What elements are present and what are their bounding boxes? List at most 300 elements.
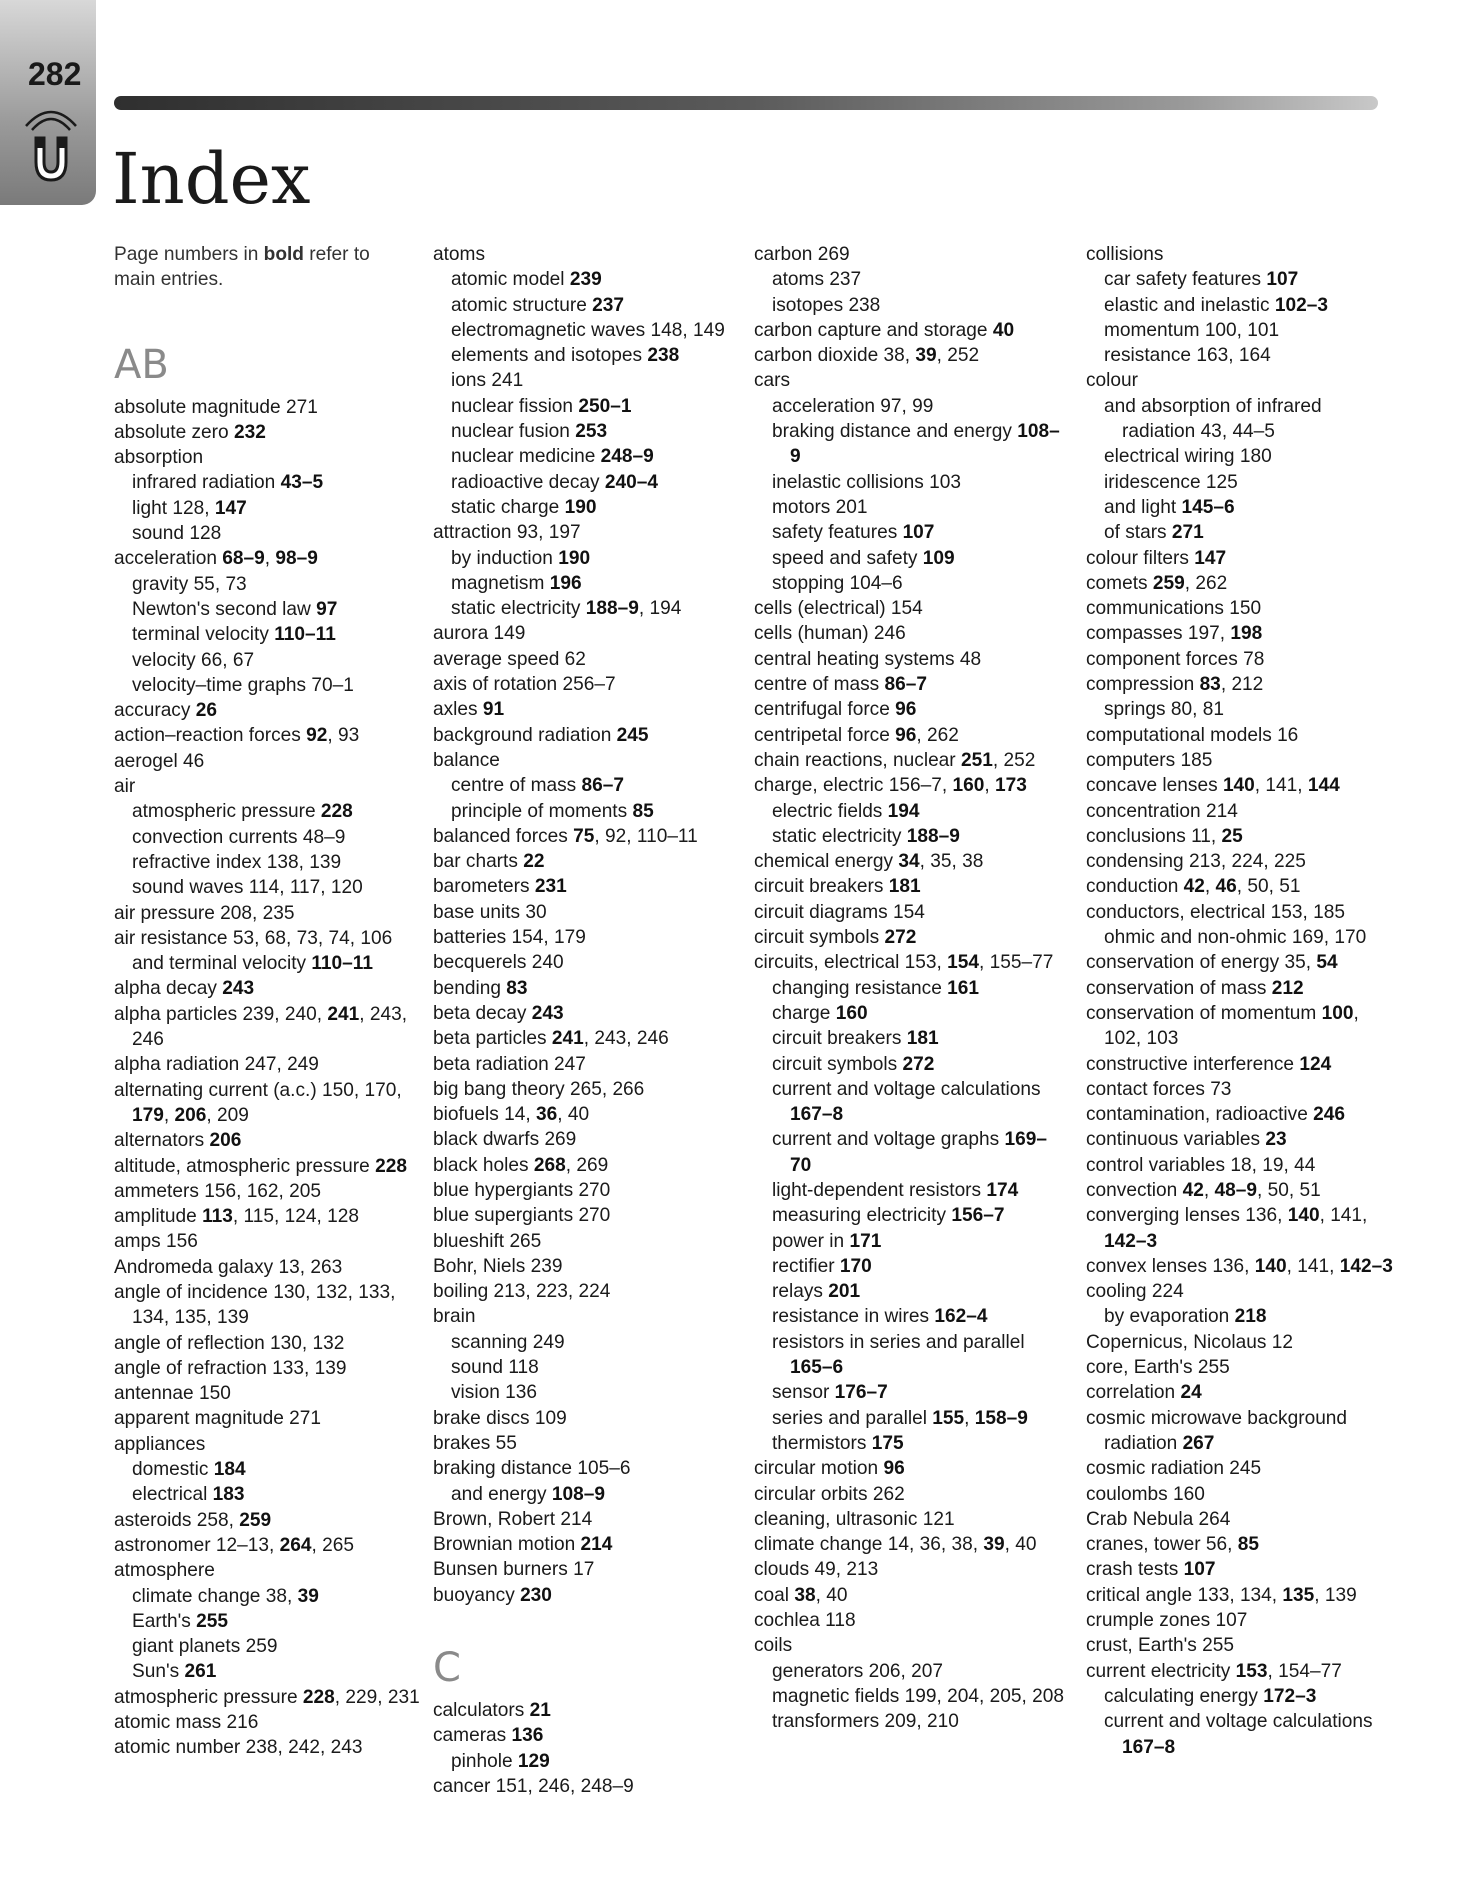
index-entry: [754, 1380, 1064, 1405]
entry-term: charge, electric: [754, 775, 884, 797]
entry-term: alpha particles: [114, 1003, 238, 1025]
page-ref-main: 238: [647, 345, 680, 367]
index-entry: astronomer 12–13, 264, 265: [114, 1534, 354, 1556]
entry-term: colour: [1086, 370, 1139, 392]
page-ref-main: 232: [233, 421, 266, 443]
entry-term: absolute zero: [114, 421, 229, 443]
page-ref: 40: [826, 1584, 848, 1606]
page-ref: 246: [132, 1029, 164, 1051]
page-ref: 216: [226, 1712, 259, 1734]
page-ref: 163: [1196, 345, 1229, 367]
index-entry: [114, 698, 424, 723]
index-entry: [433, 799, 743, 824]
index-entry: [754, 621, 1064, 646]
page-ref: 30: [525, 901, 547, 923]
index-entry: [1086, 976, 1396, 1001]
page-ref: 81: [1202, 699, 1224, 721]
page-ref-main: 154: [947, 952, 980, 974]
entry-term: relays: [772, 1281, 823, 1303]
page-ref: 141: [1297, 1255, 1330, 1277]
index-entry: [754, 368, 1064, 393]
index-entry: [433, 773, 743, 798]
entry-term: apparent magnitude: [114, 1408, 284, 1430]
page-ref-main: 98–9: [275, 548, 318, 570]
page-ref-main: 259: [1152, 572, 1185, 594]
entry-term: electrical wiring: [1104, 446, 1235, 468]
entry-term: brain: [433, 1306, 476, 1328]
page-ref: 224: [1151, 1281, 1184, 1303]
entry-term: axles: [433, 699, 478, 721]
page-ref: 14: [887, 1534, 909, 1556]
entry-term: isotopes: [772, 294, 844, 316]
entry-term: sound waves: [132, 877, 244, 899]
page-ref: 105–6: [577, 1458, 631, 1480]
page-ref-main: 253: [575, 421, 608, 443]
index-entry: action–reaction forces 92, 93: [114, 725, 360, 747]
entry-term: momentum: [1104, 319, 1200, 341]
page-ref: 118: [508, 1357, 539, 1379]
index-entry: [1086, 1557, 1396, 1582]
entry-term: and absorption of infrared radiation: [1104, 395, 1322, 443]
page-ref-main: 26: [195, 700, 217, 722]
magnet-icon: [20, 100, 82, 192]
index-entry: [433, 849, 743, 874]
index-entry: [754, 925, 1064, 950]
entry-term: batteries: [433, 927, 507, 949]
page-ref: 38: [883, 345, 905, 367]
index-entry: [433, 748, 743, 773]
entry-term: acceleration: [114, 548, 217, 570]
index-entry: [433, 1355, 743, 1380]
index-entry: asteroids 258, 259: [114, 1509, 272, 1531]
entry-term: cleaning, ultrasonic: [754, 1508, 918, 1530]
index-entry: [1086, 546, 1396, 571]
entry-term: blue hypergiants: [433, 1179, 574, 1201]
page-ref: 36: [919, 1534, 941, 1556]
index-entry: [754, 546, 1064, 571]
index-entry: angle of reflection 130, 132: [114, 1332, 345, 1354]
page-ref: 78: [1243, 648, 1265, 670]
index-entry: [114, 1154, 424, 1179]
entry-term: accuracy: [114, 700, 191, 722]
page-ref: 51: [1279, 876, 1301, 898]
index-entry: [114, 521, 424, 546]
page-ref-main: 68–9: [222, 548, 265, 570]
page-ref-main: 108–9: [551, 1483, 605, 1505]
index-entry: [754, 1608, 1064, 1633]
page-ref: 11: [1191, 825, 1211, 847]
page-ref: 259: [245, 1636, 278, 1658]
page-ref: 209: [216, 1104, 249, 1126]
entry-term: antennae: [114, 1383, 194, 1405]
index-column-1: [114, 242, 424, 1761]
entry-term: average speed: [433, 648, 560, 670]
page-ref-main: 245: [616, 724, 649, 746]
index-entry: [433, 621, 743, 646]
index-entry: compasses 197, 198: [1086, 623, 1263, 645]
page-ref: 154: [890, 598, 923, 620]
page-ref-main: 85: [1237, 1534, 1260, 1556]
page-ref: 133: [1197, 1584, 1230, 1606]
page-ref: 194: [649, 598, 682, 620]
entry-term: chemical energy: [754, 851, 894, 873]
entry-term: centre of mass: [754, 674, 880, 696]
index-entry: [433, 1507, 743, 1532]
entry-term: absorption: [114, 447, 204, 469]
page-ref-main: 167–8: [790, 1104, 844, 1126]
entry-term: calculators: [433, 1700, 525, 1722]
entry-term: concentration: [1086, 800, 1201, 822]
page-ref-main: 108–9: [790, 421, 1060, 468]
entry-term: electrical: [132, 1484, 208, 1506]
index-entry: big bang theory 265, 266: [433, 1078, 645, 1100]
note-text-after: refer to main entries.: [114, 244, 370, 291]
index-entry: [754, 1633, 1064, 1658]
index-entry: [754, 1077, 1064, 1128]
entry-term: climate change: [132, 1585, 261, 1607]
entry-term: colour filters: [1086, 547, 1189, 569]
entry-term: computational models: [1086, 724, 1272, 746]
index-entry: [433, 470, 743, 495]
page-ref: 16: [1277, 724, 1299, 746]
page-ref-main: 214: [580, 1534, 613, 1556]
page-ref: 124: [284, 1206, 317, 1228]
index-entry: [433, 343, 743, 368]
page-ref: 44–5: [1232, 421, 1275, 443]
entry-term: motors: [772, 496, 831, 518]
entry-term: coils: [754, 1635, 793, 1657]
page-number: 282: [28, 56, 82, 92]
entry-term: scanning: [451, 1331, 528, 1353]
page-ref: 46: [183, 750, 205, 772]
entry-term: central heating systems: [754, 648, 955, 670]
index-entry: transformers 209, 210: [772, 1711, 959, 1733]
index-entry: [433, 1380, 743, 1405]
page-ref: 35: [930, 851, 952, 873]
entry-term: braking distance and energy: [772, 421, 1012, 443]
section-heading-ab: AB: [114, 341, 169, 388]
index-entry: [433, 495, 743, 520]
index-entry: clouds 49, 213: [754, 1559, 879, 1581]
entry-term: cameras: [433, 1725, 507, 1747]
page-ref-main: 142–3: [1339, 1255, 1393, 1277]
page-ref: 92: [605, 825, 627, 847]
page-ref-main: 75: [573, 825, 595, 847]
page-ref: 270: [578, 1179, 611, 1201]
index-entry: [754, 874, 1064, 899]
page-ref-main: 241: [551, 1028, 584, 1050]
index-entry: control variables 18, 19, 44: [1086, 1154, 1316, 1176]
page-ref-main: 156–7: [951, 1205, 1005, 1227]
entry-term: elements and isotopes: [451, 345, 643, 367]
page-ref: 139: [216, 1307, 249, 1329]
page-ref: 128: [172, 497, 205, 519]
entry-term: crust, Earth's: [1086, 1635, 1197, 1657]
page-ref: 118: [825, 1610, 856, 1632]
page-ref-main: 184: [213, 1459, 246, 1481]
index-entry: [754, 267, 1064, 292]
entry-term: axis of rotation: [433, 674, 558, 696]
page-ref: 19: [1262, 1154, 1284, 1176]
entry-term: transformers: [772, 1711, 880, 1733]
index-entry: [114, 1659, 424, 1684]
page-ref: 150: [322, 1079, 354, 1101]
page-ref: 249: [287, 1054, 319, 1076]
page-ref: 114: [248, 877, 280, 899]
entry-term: conservation of energy: [1086, 952, 1280, 974]
page-ref: 199: [904, 1685, 937, 1707]
index-entry: [754, 495, 1064, 520]
page-ref-main: 190: [564, 496, 597, 518]
page-ref: 255: [1197, 1357, 1230, 1379]
index-entry: [754, 242, 1064, 267]
index-entry: [114, 1432, 424, 1457]
entry-term: background radiation: [433, 724, 612, 746]
page-ref: 134: [132, 1307, 164, 1329]
entry-term: atoms: [433, 244, 485, 265]
page-ref-main: 153: [1235, 1660, 1268, 1682]
index-entry: conservation of energy 35, 54: [1086, 952, 1338, 974]
page-ref-main: 144: [1307, 775, 1340, 797]
entry-term: magnetism: [451, 572, 545, 594]
entry-term: brakes: [433, 1432, 491, 1454]
entry-term: cells (electrical): [754, 598, 886, 620]
entry-term: and light: [1104, 496, 1177, 518]
entry-term: principle of moments: [451, 800, 628, 822]
index-entry: [1086, 267, 1396, 292]
index-entry: batteries 154, 179: [433, 927, 586, 949]
index-entry: velocity 66, 67: [132, 649, 255, 671]
entry-term: computers: [1086, 749, 1176, 771]
index-entry: [433, 874, 743, 899]
page-ref: 141: [1330, 1205, 1363, 1227]
entry-term: Newton's second law: [132, 598, 311, 620]
entry-term: alpha radiation: [114, 1054, 240, 1076]
entry-term: Andromeda galaxy: [114, 1256, 274, 1278]
entry-term: circuit breakers: [754, 876, 884, 898]
page-ref-main: 174: [986, 1179, 1019, 1201]
entry-term: Sun's: [132, 1661, 180, 1683]
entry-term: measuring electricity: [772, 1205, 947, 1227]
page-ref: 185: [1313, 901, 1346, 923]
page-ref: 128: [189, 523, 222, 545]
index-entry: [754, 1254, 1064, 1279]
page-ref: 73: [1210, 1078, 1232, 1100]
index-entry: [114, 1128, 424, 1153]
index-entry: [114, 597, 424, 622]
index-entry: conduction 42, 46, 50, 51: [1086, 876, 1301, 898]
index-entry: [1086, 470, 1396, 495]
page-ref: 269: [544, 1129, 577, 1151]
header-rule: [114, 96, 1378, 110]
entry-term: sensor: [772, 1382, 830, 1404]
page-ref: 102: [1104, 1028, 1136, 1050]
entry-term: conductors, electrical: [1086, 901, 1266, 923]
page-ref-main: 173: [995, 775, 1027, 797]
entry-term: converging lenses: [1086, 1205, 1240, 1227]
page-ref: 73: [296, 927, 318, 949]
page-ref: 265: [322, 1534, 354, 1556]
page-ref-main: 147: [1194, 547, 1227, 569]
entry-term: conclusions: [1086, 825, 1186, 847]
page-ref-main: 259: [239, 1509, 272, 1531]
entry-term: static electricity: [451, 598, 581, 620]
index-entry: [754, 1052, 1064, 1077]
index-entry: [114, 1381, 424, 1406]
index-entry: [754, 1456, 1064, 1481]
index-entry: [754, 318, 1064, 343]
page-ref-main: 198: [1230, 623, 1263, 645]
entry-term: ammeters: [114, 1180, 199, 1202]
section-heading-c: C: [433, 1645, 461, 1692]
index-entry: [433, 1178, 743, 1203]
entry-term: climate change: [754, 1534, 883, 1556]
index-entry: converging lenses 136, 140, 141, 142–3: [1086, 1205, 1368, 1252]
index-entry: [1086, 1684, 1396, 1709]
page-ref: 18: [1230, 1154, 1252, 1176]
page-ref-main: 147: [214, 497, 247, 519]
page-ref: 100: [1204, 319, 1237, 341]
entry-term: by induction: [451, 547, 553, 569]
page-ref: 44: [1294, 1154, 1316, 1176]
page-ref-main: 83: [1199, 674, 1221, 696]
page-ref: 240: [284, 1003, 317, 1025]
entry-term: aurora: [433, 623, 489, 645]
index-entry: [433, 1431, 743, 1456]
entry-term: and energy: [451, 1483, 547, 1505]
page-ref: 204: [947, 1685, 980, 1707]
page-ref: 262: [872, 1483, 905, 1505]
entry-term: static charge: [451, 496, 560, 518]
index-entry: [433, 546, 743, 571]
page-ref: 225: [1273, 851, 1306, 873]
entry-term: convection currents: [132, 826, 298, 848]
page-ref-main: 196: [549, 572, 582, 594]
page-ref: 162: [246, 1180, 279, 1202]
page-ref: 48: [959, 648, 982, 670]
page-ref: 160: [1173, 1483, 1205, 1505]
index-entry: chemical energy 34, 35, 38: [754, 851, 984, 873]
page-ref: 97: [880, 395, 902, 417]
entry-term: and terminal velocity: [132, 953, 307, 975]
index-entry: [433, 1532, 743, 1557]
entry-term: amps: [114, 1231, 161, 1253]
index-entry: [754, 419, 1064, 470]
page-ref: 139: [314, 1357, 347, 1379]
page-ref: 247: [244, 1054, 277, 1076]
index-entry: [433, 1406, 743, 1431]
entry-term: power in: [772, 1230, 845, 1252]
note-text-bold: bold: [263, 244, 304, 265]
page-ref-main: 54: [1316, 952, 1338, 974]
page-ref: 141: [1265, 775, 1298, 797]
page-ref: 156: [166, 1231, 198, 1253]
entry-term: bending: [433, 977, 501, 999]
index-entry: compression 83, 212: [1086, 674, 1264, 696]
index-entry: [1086, 1052, 1396, 1077]
entry-term: air: [114, 776, 136, 798]
index-entry: [433, 444, 743, 469]
page-ref: 135: [174, 1307, 207, 1329]
entries-column-3: [754, 242, 1064, 1735]
entry-term: rectifier: [772, 1255, 835, 1277]
index-entry: [1086, 1482, 1396, 1507]
entry-term: collisions: [1086, 244, 1164, 265]
index-entry: [114, 445, 424, 470]
page-ref: 197: [1187, 623, 1220, 645]
entry-term: blue supergiants: [433, 1205, 574, 1227]
page-ref: 150: [198, 1383, 231, 1405]
page-ref: 156–7: [888, 775, 942, 797]
index-entry: cancer 151, 246, 248–9: [433, 1775, 634, 1797]
index-entry: [754, 1304, 1064, 1329]
entry-term: atmosphere: [114, 1560, 215, 1582]
page-ref: 132: [312, 1332, 345, 1354]
page-ref-main: 231: [534, 876, 567, 898]
page-ref: 270: [578, 1205, 611, 1227]
page-ref: 139: [1324, 1584, 1357, 1606]
index-entry: [114, 1457, 424, 1482]
page-ref: 262: [1195, 572, 1228, 594]
entry-term: cancer: [433, 1775, 491, 1797]
page-ref: 231: [387, 1686, 420, 1708]
page-ref: 55: [495, 1432, 517, 1454]
page-ref-main: 113: [202, 1206, 233, 1228]
page-ref-main: 24: [1180, 1382, 1202, 1404]
index-entry: [1086, 596, 1396, 621]
page-ref-main: 97: [316, 598, 338, 620]
entries-column-2: [433, 242, 743, 1608]
entry-term: alternators: [114, 1130, 205, 1152]
index-entry: [433, 723, 743, 748]
index-entry: alternating current (a.c.) 150, 170, 179, 206, 209: [114, 1079, 402, 1126]
entry-term: biofuels: [433, 1104, 499, 1126]
index-entry: convex lenses 136, 140, 141, 142–3: [1086, 1255, 1393, 1277]
index-entry: [114, 951, 424, 976]
entry-term: concave lenses: [1086, 775, 1218, 797]
page-ref-main: 218: [1234, 1306, 1267, 1328]
index-entry: [433, 267, 743, 292]
index-entry: [754, 1127, 1064, 1178]
page-ref: 239: [530, 1255, 563, 1277]
index-entry: convection 42, 48–9, 50, 51: [1086, 1179, 1321, 1201]
entry-term: convex lenses: [1086, 1255, 1207, 1277]
entry-term: ohmic and non-ohmic: [1104, 927, 1287, 949]
index-entry: critical angle 133, 134, 135, 139: [1086, 1584, 1357, 1606]
page-ref-main: 170: [839, 1255, 872, 1277]
entry-term: stopping: [772, 572, 845, 594]
index-entry: [754, 1507, 1064, 1532]
page-ref-main: 251: [960, 749, 993, 771]
page-title: Index: [112, 138, 311, 220]
page-ref: 247: [554, 1053, 586, 1075]
page-ref-main: 91: [482, 699, 505, 721]
index-entry: [1086, 799, 1396, 824]
index-entry: [754, 1203, 1064, 1228]
index-entry: [1086, 1127, 1396, 1152]
entry-term: air pressure: [114, 902, 215, 924]
page-ref-main: 190: [558, 547, 591, 569]
entry-term: appliances: [114, 1433, 206, 1455]
index-entry: atmospheric pressure 228, 229, 231: [114, 1686, 420, 1708]
index-entry: [433, 647, 743, 672]
entry-term: inelastic collisions: [772, 471, 924, 493]
page-ref-main: 129: [517, 1750, 550, 1772]
index-entry: [1086, 1507, 1396, 1532]
index-entry: concave lenses 140, 141, 144: [1086, 775, 1340, 797]
page-ref: 103: [929, 471, 961, 493]
entry-term: blueshift: [433, 1230, 505, 1252]
